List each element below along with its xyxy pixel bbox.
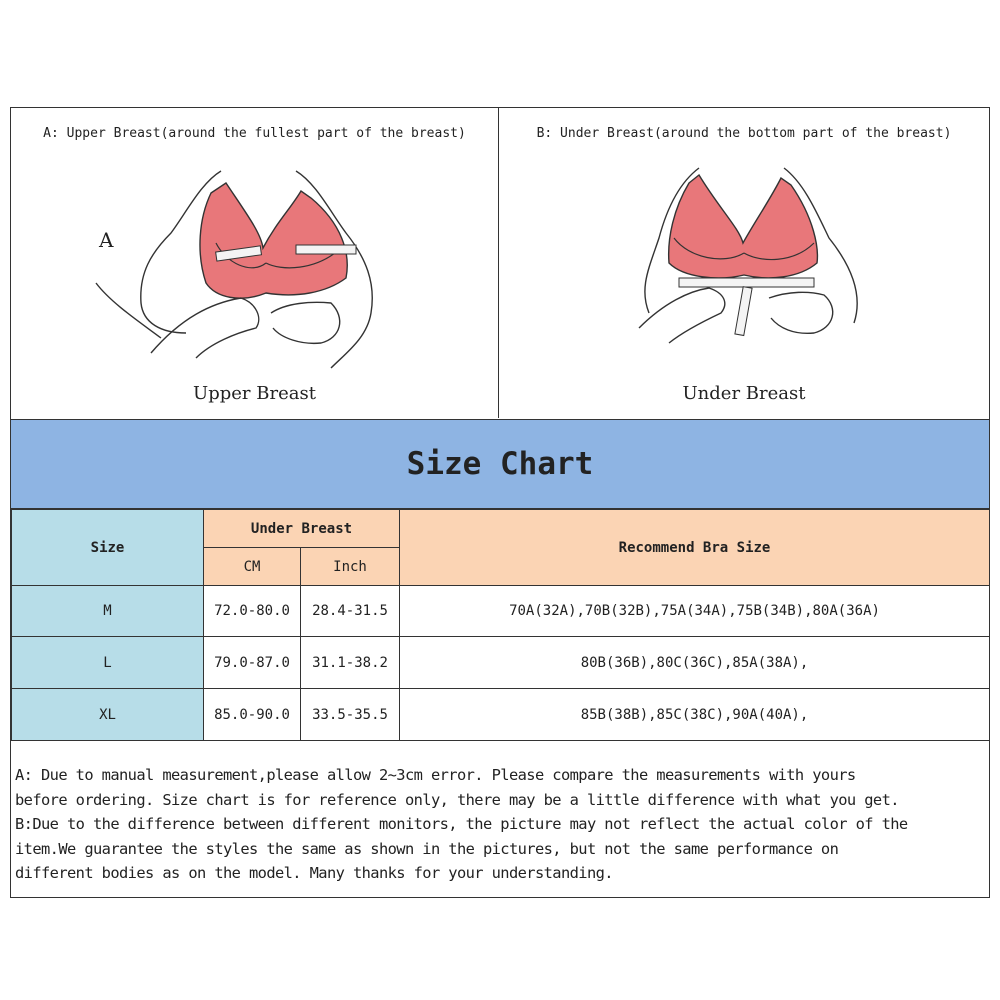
note-line: A: Due to manual measurement,please allow 2~3cm error. Please compare the measurements with yours [15, 766, 856, 784]
row-recommend-cell: 70A(32A),70B(32B),75A(34A),75B(34B),80A(36A) [400, 586, 990, 637]
note-line: item.We guarantee the styles the same as shown in the pictures, but not the same performance on [15, 839, 839, 858]
row-inch-cell: 31.1-38.2 [301, 637, 400, 689]
row-size-cell: XL [12, 689, 204, 741]
note-line: B:Due to the difference between different monitors, the picture may not reflect the actual color of the [15, 815, 908, 833]
header-recommend: Recommend Bra Size [400, 510, 990, 586]
row-inch-cell: 28.4-31.5 [301, 586, 400, 637]
row-cm-cell: 85.0-90.0 [204, 689, 301, 741]
header-inch: Inch [301, 548, 400, 586]
under-breast-panel [499, 108, 989, 418]
header-cm: CM [204, 548, 301, 586]
table-header-row [12, 510, 990, 548]
size-chart-title: Size Chart [406, 446, 594, 482]
upper-breast-illustration [11, 153, 499, 378]
under-breast-title: B: Under Breast(around the bottom part of the breast) [536, 126, 952, 141]
header-size: Size [12, 510, 204, 586]
table-row [12, 637, 990, 689]
upper-breast-title: A: Upper Breast(around the fullest part of the breast) [43, 126, 466, 141]
table-row [12, 689, 990, 741]
upper-breast-caption: Upper Breast [193, 383, 316, 404]
illustration-row [11, 108, 989, 418]
size-chart-frame [10, 107, 990, 898]
marker-a-label: A [99, 228, 114, 252]
table-row [12, 586, 990, 637]
row-size-cell: M [12, 586, 204, 637]
note-line: before ordering. Size chart is for reference only, there may be a little difference with what you get. [15, 790, 899, 809]
row-recommend-cell: 85B(38B),85C(38C),90A(40A), [400, 689, 990, 741]
row-cm-cell: 79.0-87.0 [204, 637, 301, 689]
note-line: different bodies as on the model. Many thanks for your understanding. [15, 864, 613, 882]
row-cm-cell: 72.0-80.0 [204, 586, 301, 637]
header-under-breast: Under Breast [204, 510, 400, 548]
row-inch-cell: 33.5-35.5 [301, 689, 400, 741]
upper-breast-panel [11, 108, 499, 418]
size-chart-banner [11, 419, 989, 509]
size-table [11, 509, 990, 741]
row-size-cell: L [12, 637, 204, 689]
under-breast-caption: Under Breast [682, 383, 806, 404]
under-breast-illustration [499, 153, 989, 378]
size-notes [15, 763, 987, 886]
row-recommend-cell: 80B(36B),80C(36C),85A(38A), [400, 637, 990, 689]
